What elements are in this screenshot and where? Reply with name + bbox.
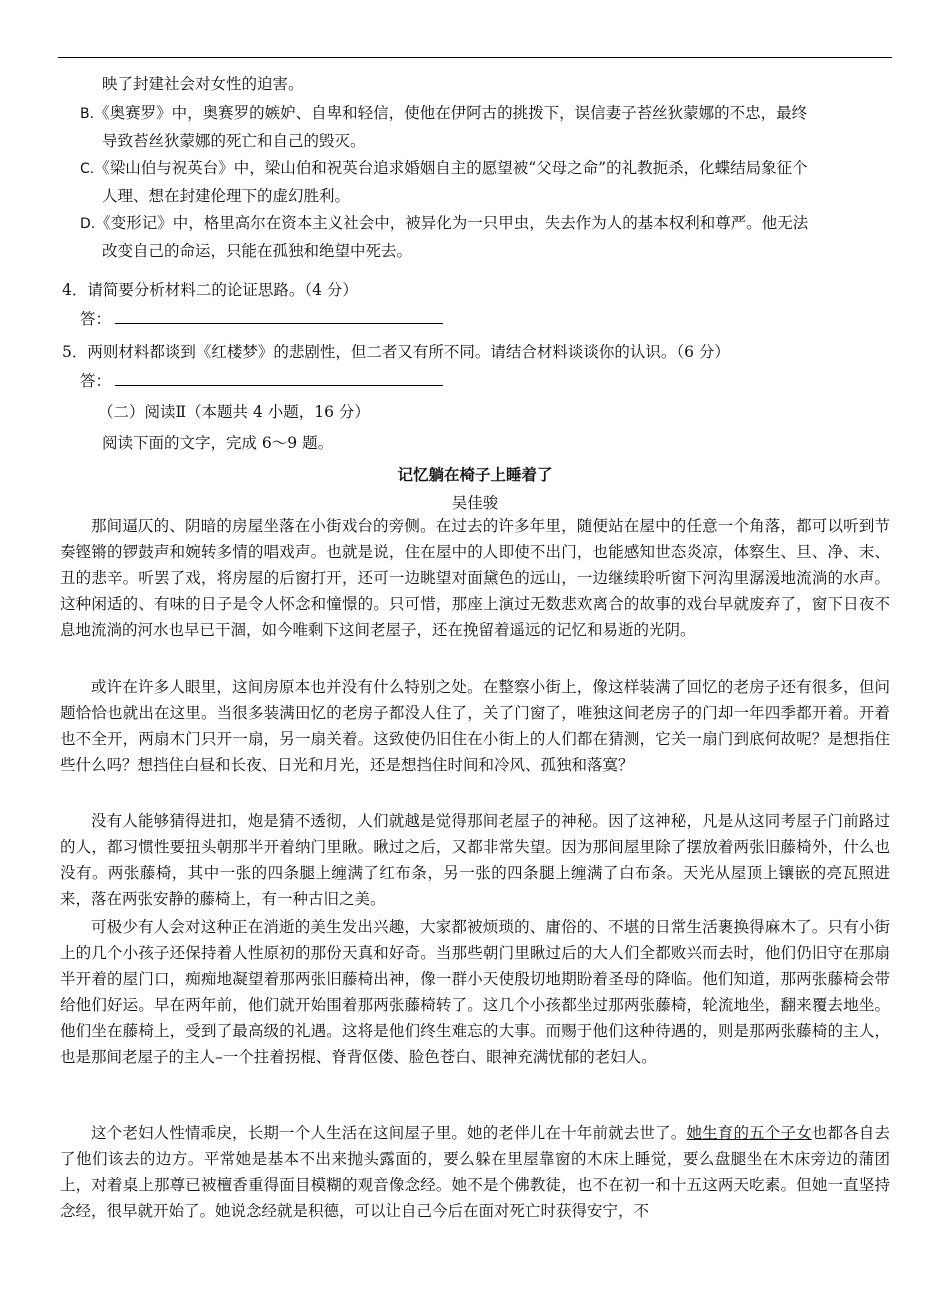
option-c-line2: 人理、想在封建伦理下的虚幻胜利。 [102,187,351,205]
article-paragraph-2: 或许在许多人眼里，这间房原本也并没有什么特别之处。在整察小街上，像这样装满了回忆的老房子还有很多，但问题恰恰也就出在这里。当很多装满田忆的老房子都没人住了，关了门窗了，唯独这间老房子的门却一年四季都开着。开着也不全开，两扇木门只开一扇，另一扇关着。这致使仍旧住在小街上的人们都在猜测，它关一扇门到底何故呢？是想指住些什么吗？想挡住白昼和长夜、日光和月光，还是想挡住时间和冷风、孤独和落寞？ [60,678,890,774]
option-d-line1: 《变形记》中，格里高尔在资本主义社会中，被异化为一只甲虫，失去作为人的基本权利和尊严。他无法 [95,214,809,232]
header-rule [58,57,892,58]
option-d [80,212,808,235]
article-title: 记忆躺在椅子上睡着了 [397,465,553,484]
option-d-letter: D. [80,216,96,232]
question-5: 5．两则材料都谈到《红楼梦》的悲剧性，但二者又有所不同。请结合材料谈谈你的认识。（6 分） [62,343,730,361]
answer-label: 答： [80,372,112,390]
article-paragraph-1: 那间逼仄的、阴暗的房屋坐落在小街戏台的旁侧。在过去的许多年里，随便站在屋中的任意一个角落，都可以听到节奏铿锵的锣鼓声和婉转多情的唱戏声。也就是说，住在屋中的人即使不出门，也能感知世态炎凉，体察生、旦、净、末、丑的悲辛。听罢了戏，将房屋的后窗打开，还可一边眺望对面黛色的远山，一边继续聆听窗下河沟里潺湲地流淌的水声。这种闲适的、有味的日子是令人怀念和憧憬的。只可惜，那座上演过无数悲欢离合的故事的戏台早就废弃了，窗下日夜不息地流淌的河水也早已干涸，如今唯剩下这间老屋子，还在挽留着遥远的记忆和易逝的光阴。 [60,517,890,639]
option-b-letter: B. [80,106,95,122]
answer-blank-5[interactable] [115,371,443,386]
option-a-tail: 映了封建社会对女性的迫害。 [102,75,304,93]
option-d-line2: 改变自己的命运，只能在孤独和绝望中死去。 [102,242,413,260]
section-heading: （二）阅读Ⅱ（本题共 4 小题，16 分） [98,403,370,421]
question-4-answer [80,308,443,330]
option-c [80,157,808,180]
section-instruction: 阅读下面的文字，完成 6～9 题。 [102,434,334,452]
article-paragraph-4: 可极少有人会对这种正在消逝的美生发出兴趣，大家都被烦琐的、庸俗的、不堪的日常生活裹换得麻木了。只有小街上的几个小孩子还保持着人性原初的那份天真和好奇。当那些朝门里瞅过后的大人们全都败兴而去时，他们仍旧守在那扇半开着的屋门口，痴痴地凝望着那两张旧藤椅出神，像一群小天使殷切地期盼着圣母的降临。他们知道，那两张藤椅会带给他们好运。早在两年前，他们就开始围着那两张藤椅转了。这几个小孩都坐过那两张藤椅，轮流地坐，翻来覆去地坐。他们坐在藤椅上，受到了最高级的礼遇。这将是他们终生难忘的大事。而赐于他们这种待遇的，则是那两张藤椅的主人，也是那间老屋子的主人–一个拄着拐棍、脊背伛偻、脸色苍白、眼神充满忧郁的老妇人。 [60,918,890,1066]
paragraph-5-rest: 也都各自去了他们该去的边方。平常她是基本不出来抛头露面的，要么躲在里屋靠窗的木床上睡觉，要么盘腿坐在木床旁边的蒲团上，对着桌上那尊已被檀香重得面目模糊的观音像念经。她不是个佛教徒，也不在初一和十五这两天吃素。但她一直坚持念经，很早就开始了。她说念经就是积德，可以让自己今后在面对死亡时获得安宁，不 [60,1124,890,1220]
underlined-phrase: 她生育的五个子女 [686,1124,812,1142]
article-author: 吴佳骏 [451,494,499,512]
option-c-line1: 《梁山伯与祝英台》中，梁山伯和祝英台追求婚姻自主的愿望被“父母之命”的礼教扼杀，化蝶结局象征个 [94,159,808,177]
article-paragraph-3: 没有人能够猜得进扣，炮是猜不透彻，人们就越是觉得那间老屋子的神秘。因了这神秘，凡是从这同考屋子门前路过的人，都习惯性要扭头朝那半开着纳门里瞅。瞅过之后，又都非常失望。因为那间屋里除了摆放着两张旧藤椅外，什么也没有。两张藤椅，其中一张的四条腿上缠满了红布条，另一张的四条腿上缠满了白布条。天光从屋顶上镶嵌的亮瓦照进来，落在两张安静的藤椅上，有一种古旧之美。 [60,812,890,908]
answer-blank-4[interactable] [115,309,443,324]
option-b-line1: 《奥赛罗》中，奥赛罗的嫉妒、自卑和轻信，使他在伊阿古的挑拨下，误信妻子苔丝狄蒙娜的不忠，最终 [94,104,808,122]
option-b [80,102,807,125]
question-5-answer [80,370,443,392]
paragraph-5-start: 这个老妇人性情乖戾，长期一个人生活在这间屋子里。她的老伴儿在十年前就去世了。 [91,1124,687,1142]
answer-label: 答： [80,310,112,328]
question-4: 4．请简要分析材料二的论证思路。（4 分） [62,281,358,299]
option-b-line2: 导致苔丝狄蒙娜的死亡和自己的毁灭。 [102,132,366,150]
option-c-letter: C. [80,161,95,177]
article-paragraph-5 [60,1120,890,1224]
